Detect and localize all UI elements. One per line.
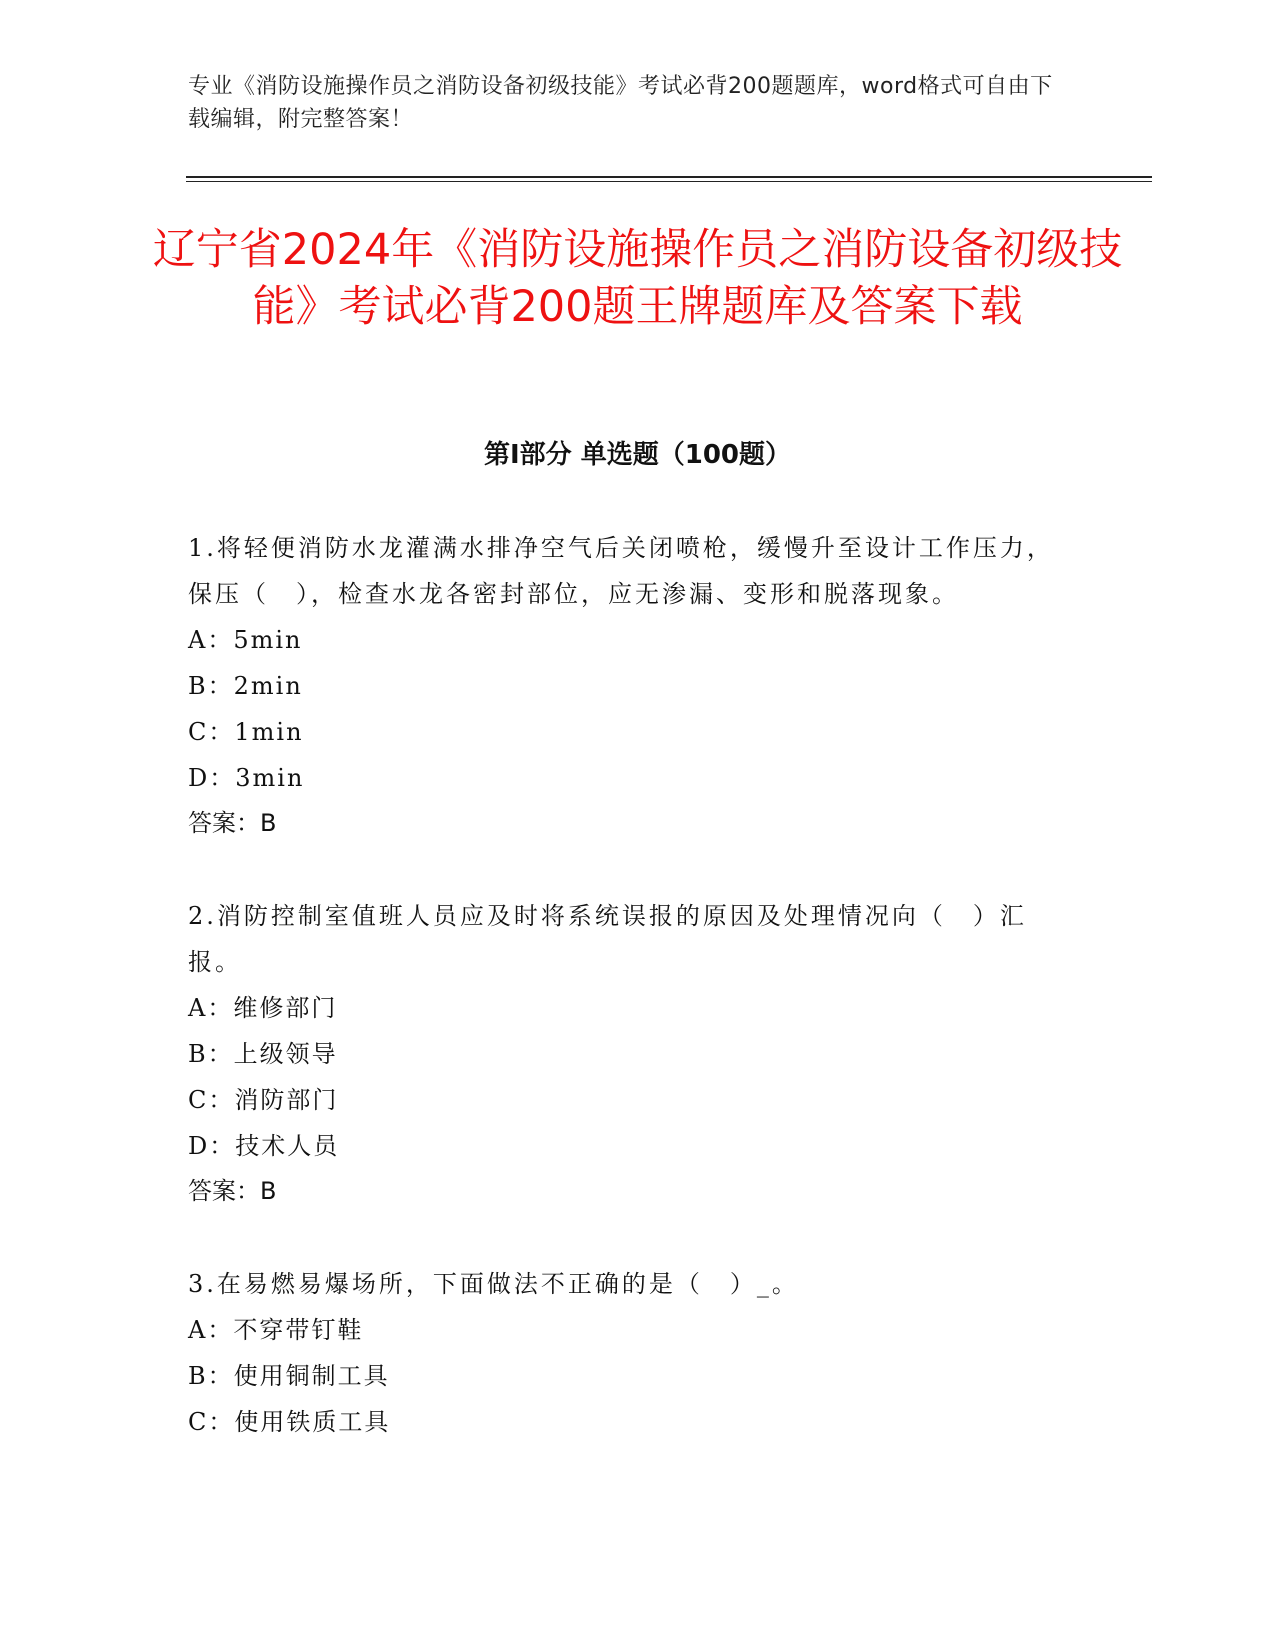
option-a: A：不穿带钉鞋 — [188, 1316, 364, 1344]
question-list — [188, 525, 1068, 1445]
option-b: B：上级领导 — [188, 1040, 338, 1068]
question-3 — [188, 1261, 1068, 1445]
option-a: A：维修部门 — [188, 994, 338, 1022]
option-c: C：使用铁质工具 — [188, 1408, 391, 1436]
answer-line: 答案：B — [188, 1177, 277, 1205]
option-d: D：3min — [188, 764, 305, 792]
question-spacer — [188, 845, 1068, 893]
header-note: 专业《消防设施操作员之消防设备初级技能》考试必背200题题库，word格式可自由下载编辑，附完整答案！ — [188, 74, 1053, 132]
option-b: B：使用铜制工具 — [188, 1362, 390, 1390]
question-stem: 2.消防控制室值班人员应及时将系统误报的原因及处理情况向（ ）汇报。 — [188, 902, 1027, 976]
option-c: C：1min — [188, 718, 304, 746]
option-c: C：消防部门 — [188, 1086, 339, 1114]
option-d: D：技术人员 — [188, 1132, 340, 1160]
answer-line: 答案：B — [188, 809, 277, 837]
header-divider-thin — [186, 181, 1152, 182]
document-title: 辽宁省2024年《消防设施操作员之消防设备初级技能》考试必背200题王牌题库及答案下载 — [152, 225, 1123, 332]
question-2 — [188, 893, 1068, 1213]
option-a: A：5min — [188, 626, 303, 654]
question-stem: 3.在易燃易爆场所，下面做法不正确的是（ ）_。 — [188, 1270, 799, 1298]
question-1 — [188, 525, 1068, 845]
section-heading: 第I部分 单选题（100题） — [484, 440, 791, 470]
header-divider-thick — [186, 176, 1152, 178]
question-spacer — [188, 1213, 1068, 1261]
question-stem: 1.将轻便消防水龙灌满水排净空气后关闭喷枪，缓慢升至设计工作压力，保压（ ），检查水龙各密封部位，应无渗漏、变形和脱落现象。 — [188, 534, 1054, 608]
option-b: B：2min — [188, 672, 303, 700]
